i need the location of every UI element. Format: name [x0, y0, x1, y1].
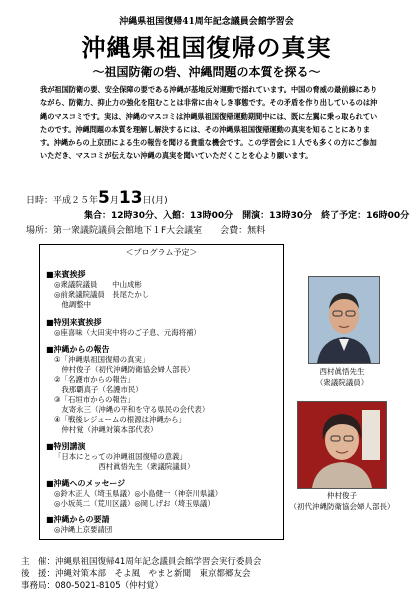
- program-section-title: ■特別講演: [46, 442, 86, 451]
- program-line: ①「沖縄県祖国復帰の真実」: [54, 355, 150, 364]
- program-line: 西村眞悟先生（衆議院議員）: [54, 462, 195, 471]
- program-box: [39, 244, 284, 540]
- program-line: 他調整中: [54, 300, 91, 309]
- date-day: 13: [118, 188, 143, 208]
- event-date: [26, 188, 168, 208]
- program-line: ◎前衆議院議員 長尾たかし: [54, 290, 150, 299]
- date-weekday: (月): [151, 196, 168, 206]
- date-month-suffix: 月: [109, 196, 119, 206]
- program-line: ◎小坂英二（荒川区議）◎岡しげお（埼玉県議）: [54, 499, 215, 508]
- program-line: ④「戦後レジュームの根源は沖縄から」: [54, 415, 186, 424]
- program-line: 我那覇真子（名護市民）: [54, 385, 143, 394]
- speaker-name: 西村眞悟先生: [319, 367, 365, 376]
- program-line: ◎鈴木正人（埼玉県議）◎小島健一（神奈川県議）: [54, 489, 223, 498]
- program-line: ◎衆議院議員 中山成彬: [54, 280, 142, 289]
- program-line: ②「名護市からの報告」: [54, 375, 135, 384]
- portrait-man-icon: [309, 277, 379, 363]
- portrait-woman-icon: [298, 402, 386, 488]
- program-section-title: ■来賓挨拶: [46, 270, 86, 279]
- intro-paragraph: 我が祖国防衛の要、安全保障の要である沖縄が基地反対運動で揺れています。中国の脅威の最前線にありながら、防衛力、抑止力の強化を阻むことは非常に由々しき事態です。その矛盾を作り出しているのは沖縄のマスコミです。実は、沖縄のマスコミは沖縄県祖国復帰運動期間中には、既に左翼に乗っ取られていたのです。沖縄問題の本質を理解し解決するには、その沖縄県祖国復帰運動の真実を知ることにあります。沖縄からの上京団による生の報告を聞ける貴重な機会です。この学習会に１人でも多くの方にご参加いただき、マスコミが伝えない沖縄の真実を聞いていただくことを心より願います。: [40, 85, 378, 161]
- program-line: ◎沖縄上京要請団: [54, 525, 113, 534]
- program-line: 仲村覚（沖縄対策本部代表）: [54, 425, 158, 434]
- date-label: 日時：平成２５年: [26, 196, 99, 206]
- program-line: ◎座喜味（大田実中将のご子息、元海将補）: [54, 328, 201, 337]
- program-section-title: ■沖縄へのメッセージ: [46, 479, 126, 488]
- program-line: 友寄永三（沖縄の平和を守る県民の会代表）: [54, 405, 210, 414]
- event-venue: 場所：第一衆議院議員会館地下１F大会議室 会費：無料: [26, 226, 266, 236]
- speaker-role: （衆議院議員）: [315, 378, 369, 387]
- event-times: 集合：12時30分、入館：13時00分 開演：13時30分 終了予定：16時00分: [84, 211, 410, 221]
- program-line: 仲村俊子（初代沖縄防衛協会婦人部長）: [54, 365, 195, 374]
- program-line: 「日本にとっての沖縄祖国復帰の意義」: [54, 452, 187, 461]
- footer: [21, 556, 261, 592]
- program-header: ＜プログラム予定＞: [125, 248, 198, 257]
- speaker-role: （初代沖縄防衛協会婦人部長）: [289, 502, 395, 511]
- date-day-suffix: 日: [142, 196, 152, 206]
- organizer-line: 主 催：沖縄県祖国復帰41周年記念議員会館学習会実行委員会: [21, 557, 262, 567]
- speaker-caption-nishimura: [292, 366, 392, 388]
- program-section-title: ■沖縄からの報告: [46, 345, 110, 354]
- date-month: 5: [98, 188, 110, 208]
- program-line: ③「石垣市からの報告」: [54, 395, 135, 404]
- speaker-caption-nakamura: [286, 490, 398, 512]
- event-kicker: 沖縄県祖国復帰41周年記念議員会館学習会: [119, 17, 294, 27]
- contact-line: 事務局：080-5021-8105（仲村覚）: [21, 581, 164, 591]
- supporters-line: 後 援：沖縄対策本部 そよ風 やまと新聞 東京都郷友会: [21, 569, 251, 579]
- program-section-title: ■特別来賓挨拶: [46, 318, 102, 327]
- program-section-title: ■沖縄からの要請: [46, 515, 110, 524]
- speaker-name: 仲村俊子: [327, 491, 357, 500]
- page-subtitle: 〜祖国防衛の砦、沖縄問題の本質を探る〜: [92, 65, 321, 79]
- speaker-photo-nishimura: [308, 276, 380, 364]
- page-title: 沖縄県祖国復帰の真実: [81, 33, 332, 62]
- speaker-photo-nakamura: [297, 401, 387, 489]
